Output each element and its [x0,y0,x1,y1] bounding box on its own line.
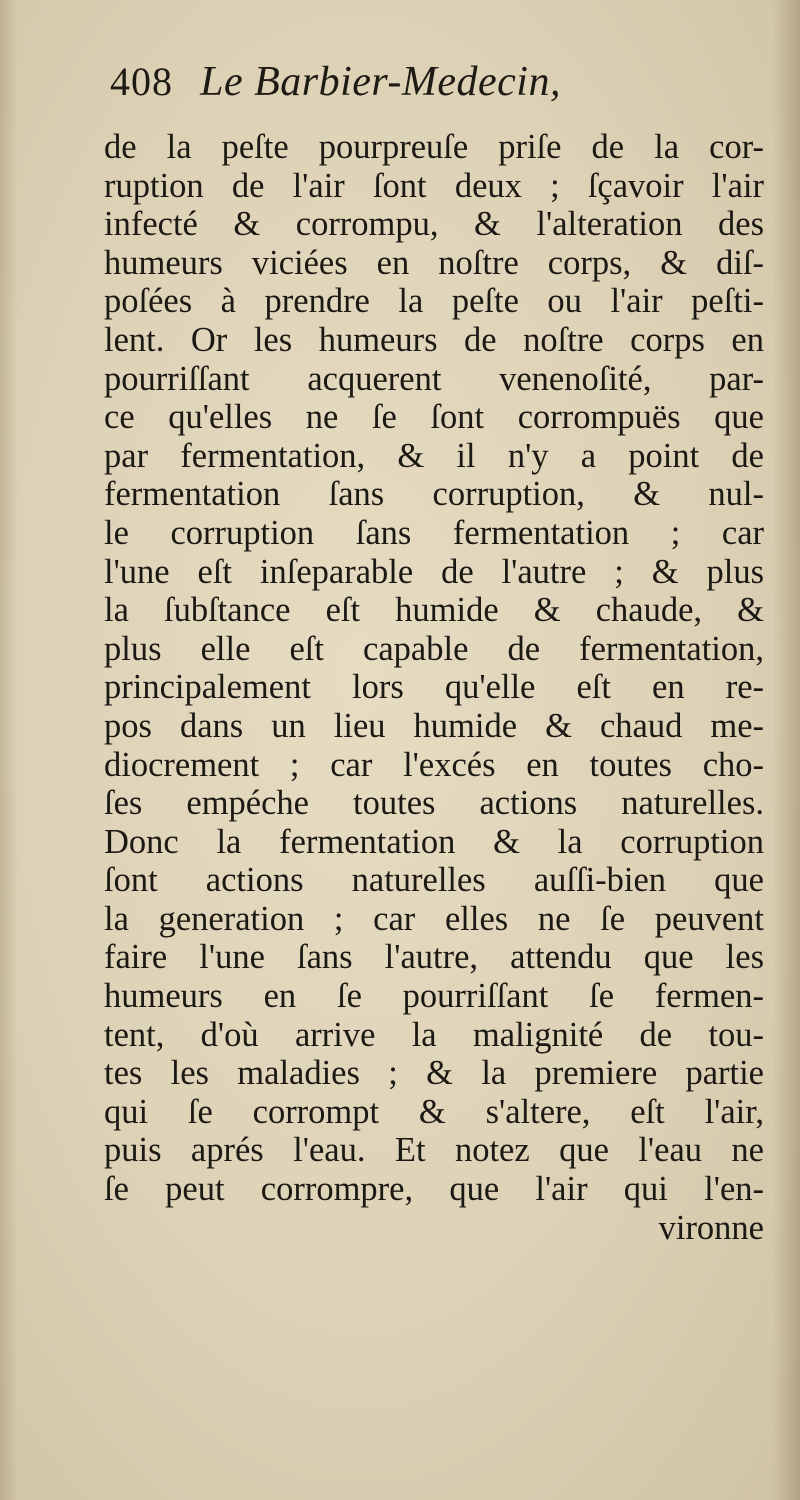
text-line: la generation ; car elles ne ſe peuvent [104,899,764,938]
text-line: plus elle eſt capable de fermentation, [104,629,764,668]
page-number: 408 [110,59,173,104]
text-line: lent. Or les humeurs de noſtre corps en [104,320,764,359]
text-line: humeurs viciées en noſtre corps, & diſ- [104,243,764,282]
text-line: puis aprés l'eau. Et notez que l'eau ne [104,1131,764,1170]
text-line: pos dans un lieu humide & chaud me- [104,706,764,745]
text-line: par fermentation, & il n'y a point de [104,436,764,475]
text-line: humeurs en ſe pourriſſant ſe fermen- [104,977,764,1016]
text-line: poſées à prendre la peſte ou l'air peſti- [104,282,764,321]
text-line: tent, d'où arrive la malignité de tou- [104,1015,764,1054]
text-line: le corruption ſans fermentation ; car [104,513,764,552]
body-text [104,128,764,1247]
text-line: faire l'une ſans l'autre, attendu que les [104,938,764,977]
text-line: principalement lors qu'elle eſt en re- [104,668,764,707]
text-line: infecté & corrompu, & l'alteration des [104,205,764,244]
text-line: ruption de l'air ſont deux ; ſçavoir l'air [104,166,764,205]
text-line: fermentation ſans corruption, & nul- [104,475,764,514]
text-line: la ſubſtance eſt humide & chaude, & [104,591,764,630]
text-line: ſont actions naturelles auſſi-bien que [104,861,764,900]
catchword: vironne [658,1208,764,1247]
text-line: ſe peut corrompre, que l'air qui l'en- [104,1170,764,1209]
running-title: Le Barbier-Medecin, [200,59,561,105]
text-line: l'une eſt inſeparable de l'autre ; & plus [104,552,764,591]
text-line: diocrement ; car l'excés en toutes cho- [104,745,764,784]
page-gutter-shadow [772,0,800,1500]
text-line: Donc la fermentation & la corruption [104,822,764,861]
text-line: de la peſte pourpreuſe priſe de la cor- [104,128,764,166]
text-line: ſes empéche toutes actions naturelles. [104,784,764,823]
page-left-edge-shadow [0,0,18,1500]
text-line: tes les maladies ; & la premiere partie [104,1054,764,1093]
text-line: qui ſe corrompt & s'altere, eſt l'air, [104,1092,764,1131]
page-header [110,58,670,114]
text-line: pourriſſant acquerent venenoſité, par- [104,359,764,398]
text-line: ce qu'elles ne ſe ſont corrompuës que [104,398,764,437]
